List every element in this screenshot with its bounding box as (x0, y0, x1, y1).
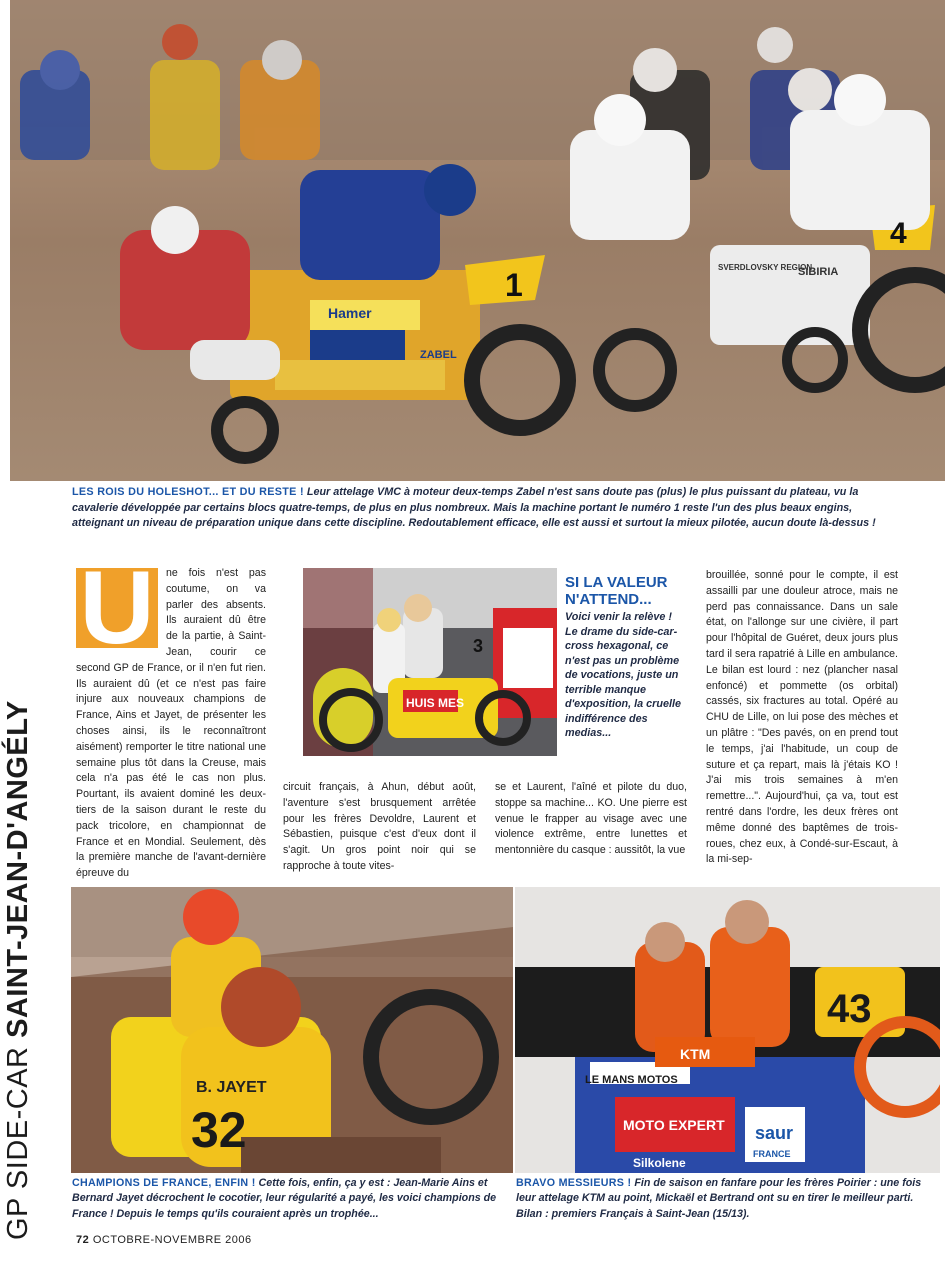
rider-number: 32 (191, 1102, 247, 1158)
hero-plate-4: 4 (890, 217, 907, 250)
hero-caption-lead: LES ROIS DU HOLESHOT... ET DU RESTE ! (72, 486, 304, 498)
section-title-vertical (2, 700, 35, 1240)
kids-photo-number: 3 (473, 636, 484, 656)
champions-caption-lead: CHAMPIONS DE FRANCE, ENFIN ! (72, 1177, 256, 1189)
hero-sponsor-zabel: ZABEL (420, 349, 457, 361)
hero-photo (10, 0, 945, 481)
hero-sponsor-hamer: Hamer (328, 305, 372, 321)
hero-sponsor-sverdlovsky: SVERDLOVSKY REGION (718, 263, 813, 272)
drop-cap-letter: U (79, 550, 155, 666)
champions-photo (71, 887, 513, 1173)
section-title-thin: GP SIDE-CAR (2, 1046, 34, 1240)
hero-caption (72, 485, 892, 532)
sponsor-silkolene: Silkolene (633, 1156, 686, 1170)
rider-name: B. JAYET (196, 1079, 267, 1096)
kids-photo (303, 568, 557, 756)
article-column-3 (495, 780, 687, 859)
sidebar-text: Voici venir la relève ! Le drame du side-car-cross hexagonal, ce n'est pas un problème de vocations, juste un terrible manque d'exposition, la cruelle indifférence des medias... (565, 611, 681, 739)
sponsor-france: FRANCE (753, 1149, 791, 1159)
issue-date: OCTOBRE-NOVEMBRE 2006 (92, 1234, 252, 1246)
article-column-1 (76, 550, 266, 882)
poirier-caption (516, 1176, 936, 1222)
article-text-4: brouillée, sonné pour le compte, il est assailli par une douleur atroce, mais ne perd pas connaissance. Dans un sale état, on l'allonge sur une civière, il part pour l'hôpital de Guéret, deux jours plus tard il sera rapatrié à Lille en ambulance. Le bilan est lourd : nez (plancher nasal enfoncé) et pommette (os orbital) cassés, six fractures au total. Opéré au CHU de Lille, on lui pose des mèches et un plâtre : "Des pavés, on en prend tout le temps, j'ai l'habitude, un coup de suture et ça repart, mais là j'étais KO ! J'ai mis trois semaines à m'en remettre...". Aujourd'hui, ça va, tout est rentré dans l'ordre, les deux frères ont même donné des baptêmes de trois-roues, chez eux, à Condé-sur-Escaut, à la mi-sep- (706, 569, 898, 866)
section-title-bold: SAINT-JEAN-D'ANGÉLY (2, 700, 34, 1038)
page-footer (76, 1234, 252, 1246)
poirier-caption-lead: BRAVO MESSIEURS ! (516, 1177, 632, 1189)
drop-cap (76, 550, 158, 666)
champions-caption-text: Cette fois, enfin, ça y est : Jean-Marie Ains et Bernard Jayet décrochent le cocotier, leur régularité a payé, les voici champions de France ! Depuis le temps qu'ils couraient après un trophée... (72, 1177, 497, 1220)
article-text-2: circuit français, à Ahun, début août, l'aventure s'est brusquement arrêtée pour les frères Devoldre, Laurent et Sébastien, puisque c'est d'eux dont il s'agit. Un gros point noir qui se rapproche à toute vites- (283, 781, 476, 872)
page-number: 72 (76, 1234, 90, 1246)
article-text-3: se et Laurent, l'aîné et pilote du duo, stoppe sa machine... KO. Une pierre est venue le frapper au visage avec une violence extrême, entre lunettes et mentonnière du casque : aussitôt, la vue (495, 781, 687, 857)
sponsor-saur: saur (755, 1123, 794, 1143)
article-text-1: ne fois n'est pas coutume, on va parler des absents. Ils auraient dû être de la partie, à Saint-Jean, courir ce second GP de France, or il n'en fut rien. Ils auraient dû (et ce n'est pas faire injure aux nouveaux champions de France, Ains et Jayet, de présenter les choses ainsi, ils le reconnaîtront aisément) remporter le titre national une semaine plus tôt dans la Creuse, mais cela n'a pas été le cas non plus. Pourtant, ils avaient dominé les deux-tiers de la saison durant le reste du pack tricolore, en championnat de France et en Mondial. Seulement, dès la première manche de l'avant-dernière épreuve du (76, 567, 266, 880)
poirier-caption-text: Fin de saison en fanfare pour les frères Poirier : une fois leur attelage KTM au point, Mickaël et Bertrand ont su en tirer le meilleur parti. Bilan : premiers Français à Saint-Jean (15/13). (516, 1177, 922, 1220)
hero-caption-text: Leur attelage VMC à moteur deux-temps Zabel n'est sans doute pas (plus) le plus puissant du plateau, vu la cavalerie développée par certains blocs quatre-temps, de plus en plus nombreux. Mais la machine portant le numéro 1 reste l'un des plus beaux engins, atteignant un niveau de préparation unique dans cette discipline. Redoutablement efficace, elle est aussi et surtout la mieux pilotée, aucun doute là-dessus ! (72, 486, 876, 530)
plate-43: 43 (827, 987, 872, 1031)
hero-sponsor-sibiria: SIBIRIA (798, 266, 839, 278)
kids-photo-plate: HUIS MES (406, 696, 465, 710)
sponsor-le-mans-motos: LE MANS MOTOS (585, 1074, 678, 1086)
sponsor-moto-expert: MOTO EXPERT (623, 1117, 725, 1133)
poirier-photo (515, 887, 940, 1173)
article-column-2 (283, 780, 476, 875)
sidebar-title: SI LA VALEUR N'ATTEND... (565, 574, 668, 608)
hero-plate-1: 1 (505, 267, 523, 303)
article-column-4 (706, 568, 898, 868)
champions-caption (72, 1176, 502, 1222)
sponsor-ktm: KTM (680, 1046, 711, 1062)
